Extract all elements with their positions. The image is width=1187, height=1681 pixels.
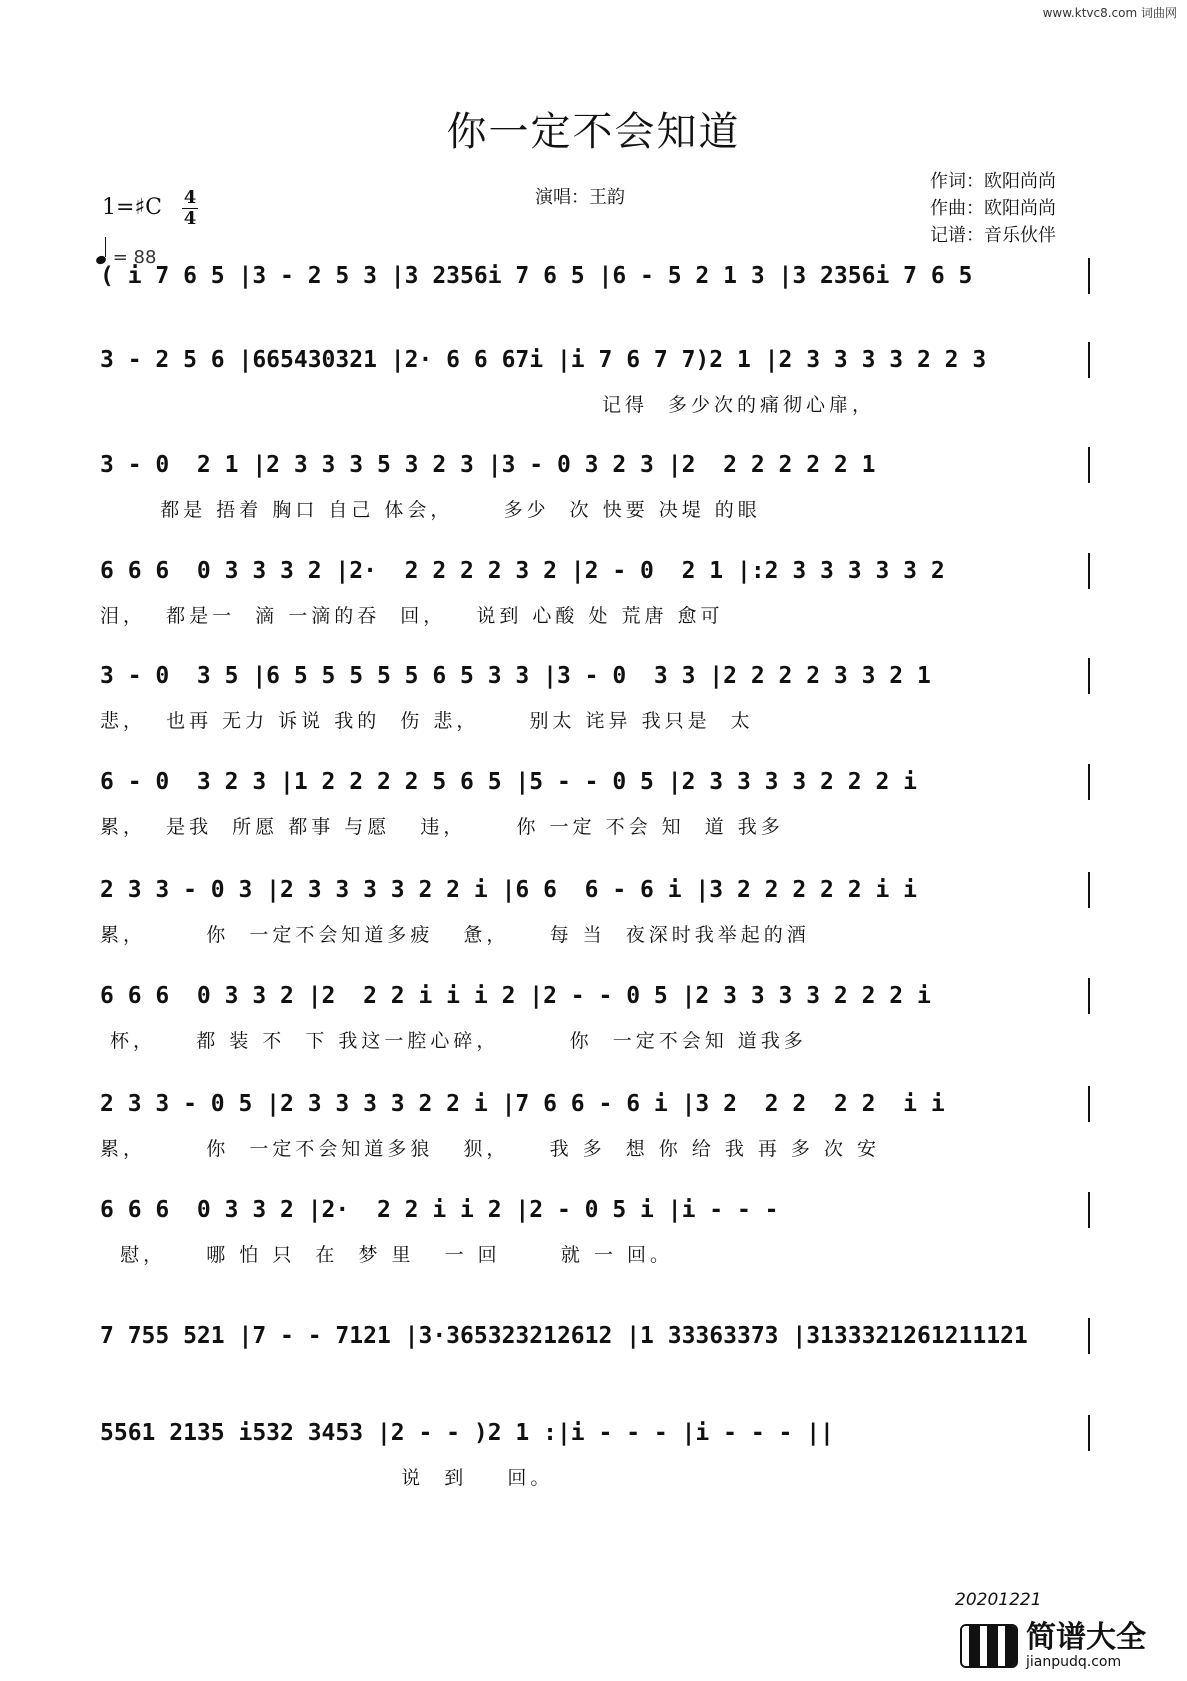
notation-line: 6 6 6 0 3 3 2 |2· 2 2 i i 2 |2 - 0 5 i |i - - - [100, 1197, 779, 1223]
notation-line: 3 - 0 3 5 |6 5 5 5 5 5 6 5 3 3 |3 - 0 3 3 |2 2 2 2 3 3 2 1 [100, 663, 931, 689]
lyric-line: 杯， 都 装 不 下 我这一腔心碎， 你 一定不会知 道我多 [100, 1030, 807, 1052]
barline [1088, 978, 1090, 1014]
transcription-date: 20201221 [955, 1590, 1042, 1610]
time-signature [182, 188, 198, 229]
lyric-line: 慰， 哪 怕 只 在 梦 里 一 回 就 一 回。 [100, 1244, 673, 1266]
score-row [100, 872, 1090, 982]
site-logo [960, 1616, 1180, 1676]
barline [1088, 872, 1090, 908]
notation-line: 7 755 521 |7 - - 7121 |3·365323212612 |1 33363373 |3133321261211121 [100, 1323, 1028, 1349]
time-signature-bottom: 4 [183, 208, 197, 229]
credits-block [930, 168, 1056, 249]
lyric-line: 记得 多少次的痛彻心扉， [100, 394, 876, 416]
logo-title: 简谱大全 [1026, 1620, 1146, 1655]
score-row [100, 1318, 1090, 1428]
notation-line: ( i 7 6 5 |3 - 2 5 3 |3 2356i 7 6 5 |6 - 5 2 1 3 |3 2356i 7 6 5 [100, 263, 973, 289]
score-row [100, 764, 1090, 874]
barline [1088, 553, 1090, 589]
notation-line: 6 6 6 0 3 3 3 2 |2· 2 2 2 2 3 2 |2 - 0 2 1 |:2 3 3 3 3 3 2 [100, 558, 945, 584]
tempo-value: = 88 [112, 247, 157, 268]
score-row [100, 658, 1090, 768]
lyric-line: 悲， 也再 无力 诉说 我的 伤 悲， 别太 诧异 我只是 太 [100, 710, 754, 732]
notation-line: 5561 2135 i532 3453 |2 - - )2 1 :|i - - - |i - - - || [100, 1420, 834, 1446]
notation-line: 6 6 6 0 3 3 2 |2 2 2 i i i 2 |2 - - 0 5 |2 3 3 3 3 2 2 2 i [100, 983, 931, 1009]
song-title: 你一定不会知道 [446, 109, 741, 155]
score-row [100, 1415, 1090, 1525]
barline [1088, 658, 1090, 694]
singer-credit: 演唱：王韵 [535, 187, 625, 208]
lyric-line: 都是 捂着 胸口 自己 体会， 多少 次 快要 决堤 的眼 [100, 499, 761, 521]
composer-credit: 作曲：欧阳尚尚 [930, 198, 1056, 219]
score-row [100, 1192, 1090, 1302]
score-row [100, 342, 1090, 452]
notation-line: 3 - 2 5 6 |665430321 |2· 6 6 67i |i 7 6 7 7)2 1 |2 3 3 3 3 2 2 3 [100, 347, 987, 373]
barline [1088, 1192, 1090, 1228]
notation-line: 6 - 0 3 2 3 |1 2 2 2 2 5 6 5 |5 - - 0 5 |2 3 3 3 3 2 2 2 i [100, 769, 917, 795]
logo-url: jianpudq.com [1026, 1654, 1122, 1670]
barline [1088, 447, 1090, 483]
score-row [100, 553, 1090, 663]
score-row [100, 447, 1090, 557]
barline [1088, 1318, 1090, 1354]
barline [1088, 1415, 1090, 1451]
lyric-line: 累， 你 一定不会知道多狼 狈， 我 多 想 你 给 我 再 多 次 安 [100, 1138, 880, 1160]
notation-line: 2 3 3 - 0 3 |2 3 3 3 3 2 2 i |6 6 6 - 6 i |3 2 2 2 2 2 i i [100, 877, 917, 903]
notation-line: 2 3 3 - 0 5 |2 3 3 3 3 2 2 i |7 6 6 - 6 i |3 2 2 2 2 2 i i [100, 1091, 945, 1117]
time-signature-top: 4 [183, 187, 197, 208]
barline [1088, 764, 1090, 800]
lyricist-credit: 作词：欧阳尚尚 [930, 171, 1056, 192]
lyric-line: 累， 是我 所愿 都事 与愿 违， 你 一定 不会 知 道 我多 [100, 816, 784, 838]
score-row [100, 978, 1090, 1088]
lyric-line: 累， 你 一定不会知道多疲 惫， 每 当 夜深时我举起的酒 [100, 924, 810, 946]
piano-keys-icon [960, 1624, 1018, 1668]
lyric-line: 说 到 回。 [100, 1467, 554, 1489]
barline [1088, 342, 1090, 378]
barline [1088, 1086, 1090, 1122]
score-row [100, 1086, 1090, 1196]
lyric-line: 泪， 都是一 滴 一滴的吞 回， 说到 心酸 处 荒唐 愈可 [100, 605, 724, 627]
barline [1088, 258, 1090, 294]
transcriber-credit: 记谱：音乐伙伴 [930, 225, 1056, 246]
key-signature: 1=♯C [102, 195, 162, 220]
watermark-text: www.ktvc8.com 词曲网 [1042, 6, 1177, 20]
notation-line: 3 - 0 2 1 |2 3 3 3 5 3 2 3 |3 - 0 3 2 3 |2 2 2 2 2 2 1 [100, 452, 876, 478]
